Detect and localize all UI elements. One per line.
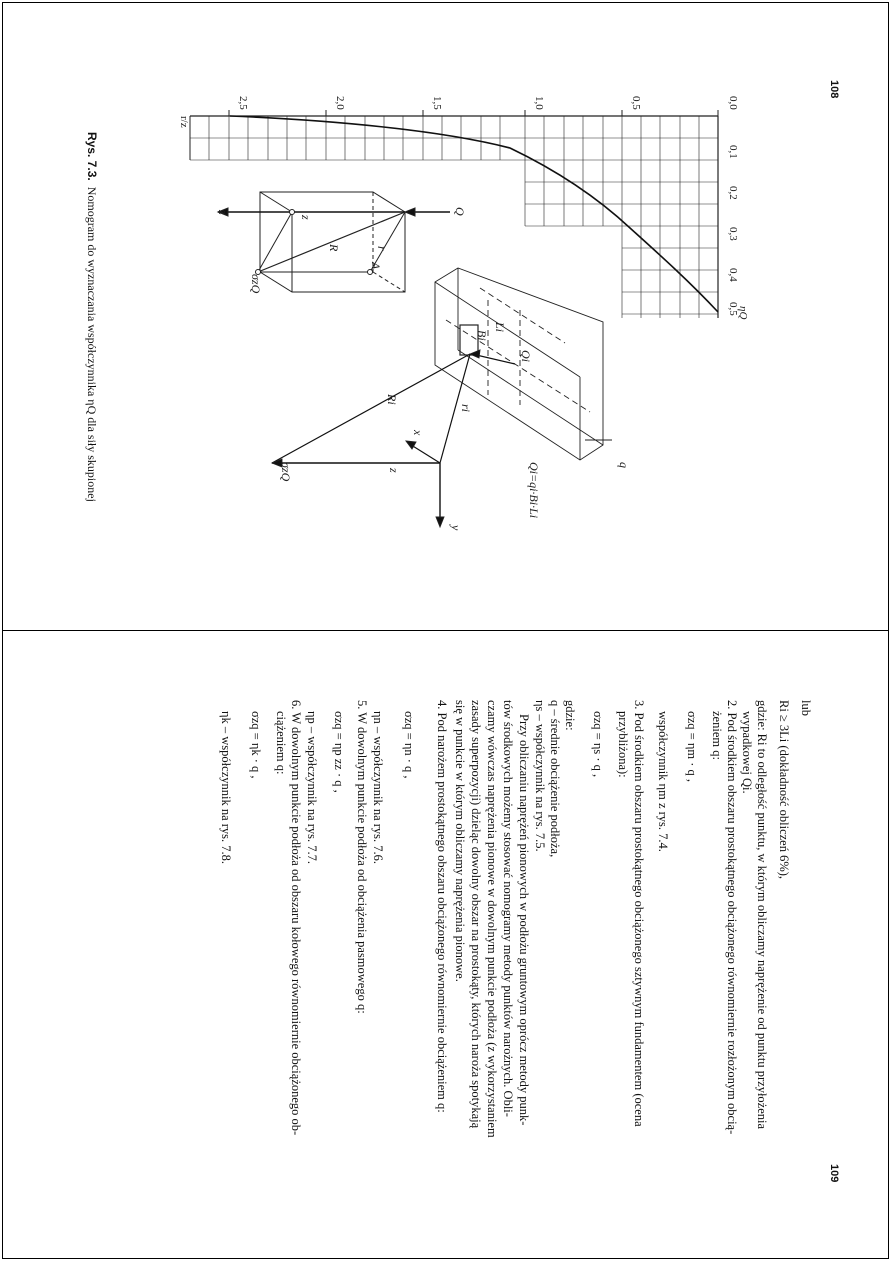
- text-line: ηs – współczynnik na rys. 7.5.: [533, 700, 547, 852]
- text-line: q – średnie obciążenie podłoża,: [548, 700, 562, 858]
- load-arrowhead: [405, 208, 415, 216]
- nomogram-grid: [190, 116, 718, 318]
- load-Qi-arrow: [470, 350, 480, 358]
- text-line: zasady superpozycji) dzieląc dowolny obszar na prostokąty, których naroża spotykają: [469, 700, 483, 1129]
- subdivision: [446, 320, 590, 412]
- page-number-left: 108: [828, 80, 840, 99]
- text-line: 2. Pod środkiem obszaru prostokątnego obciążonego równomiernie rozłożonym obcią-: [725, 700, 739, 1135]
- text-line: żeniem q:: [710, 711, 724, 760]
- label-Li: Li: [493, 322, 507, 333]
- text-line: 5. W dowolnym punkcie podłoża od obciążenia pasmowego q:: [355, 700, 369, 1014]
- label-Q: Q: [453, 207, 467, 216]
- label-z: z: [299, 215, 313, 220]
- text-line: tów środkowych możemy stosować nomogramy metody punktów narożnych. Obli-: [501, 700, 515, 1117]
- y-tick-label: 0,2: [727, 186, 739, 200]
- label-x: x: [411, 430, 425, 436]
- text-line: 3. Pod środkiem obszaru prostokątnego obciążonego sztywnym fundamentem (ocena: [632, 700, 646, 1127]
- text-line: ciążeniem q:: [274, 711, 288, 775]
- text-line: σzq = ηs · q ,: [591, 711, 605, 778]
- label-Qi: Qi: [519, 350, 533, 362]
- text-line: lub: [799, 700, 813, 716]
- loaded-area: [435, 268, 603, 460]
- nomogram-ticks: [229, 110, 718, 116]
- label-r: r: [375, 246, 389, 251]
- label-R: R: [327, 244, 341, 252]
- y-tick-label: 0,3: [727, 227, 739, 241]
- text-line: 4. Pod narożem prostokątnego obszaru obciążonego równomiernie obciążeniem q:: [435, 700, 449, 1113]
- figure-caption-text: Nomogram do wyznaczania współczynnika ηQ dla siły skupionej: [85, 186, 99, 502]
- text-line: 6. W dowolnym punkcie podłoża od obszaru kołowego równomiernie obciążonego ob-: [289, 700, 303, 1136]
- text-line: σzq = ηm · q ,: [685, 711, 699, 783]
- text-line: ηk – współczynnik na rys. 7.8.: [219, 711, 233, 865]
- x-tick-label: 0,0: [727, 96, 739, 110]
- scheme-distributed-load: [272, 268, 612, 527]
- text-line: Przy obliczaniu naprężeń pionowych w podłożu gruntowym oprócz metody punk-: [517, 714, 531, 1126]
- text-line: się w punkcie w którym obliczamy naprężenia pionowe.: [453, 700, 467, 982]
- text-line: gdzie:: [563, 700, 577, 731]
- label-q: q: [617, 462, 631, 468]
- nomogram-curve: [230, 116, 718, 312]
- x-axis-label: r/z: [178, 116, 190, 128]
- text-line: σzq = ηk · q ,: [249, 711, 263, 779]
- text-line: Ri ≥ 3Li (dokładność obliczeń 6%),: [777, 700, 791, 880]
- figure-7-3: [0, 0, 893, 630]
- label-ri: ri: [459, 404, 473, 413]
- text-line: ηp – współczynnik na rys. 7.7.: [305, 711, 319, 865]
- text-line: σzq = ηp zz · q ,: [332, 711, 346, 793]
- label-Bi: Bi: [475, 330, 489, 341]
- y-tick-label: 0,4: [727, 268, 739, 282]
- text-line: ηn – współczynnik na rys. 7.6.: [371, 711, 385, 865]
- label-z2: z: [387, 468, 401, 473]
- text-line: przybliżona):: [616, 711, 630, 778]
- box-edge: [260, 192, 292, 212]
- page-divider: [2, 630, 889, 631]
- x-tick-label: 1,5: [431, 96, 443, 110]
- axis-y-arrow: [436, 517, 444, 527]
- text-line: współczynnik ηm z rys. 7.4.: [656, 711, 670, 852]
- point-z: [290, 210, 295, 215]
- axis-x-arrow: [406, 441, 416, 449]
- scheme-point-load-labels: [216, 207, 467, 294]
- label-sigma: σzQ: [249, 274, 263, 294]
- x-tick-label: 2,0: [334, 96, 346, 110]
- label-Ri: Ri: [385, 394, 399, 405]
- text-line: wypadkowej Qi.: [740, 711, 754, 794]
- figure-caption-label: Rys. 7.3.: [85, 132, 99, 181]
- page-number-right: 109: [828, 1164, 840, 1183]
- text-line: σzq = ηn · q ,: [402, 711, 416, 779]
- x-tick-label: 2,5: [237, 96, 249, 110]
- scheme-distributed-load-labels: [279, 321, 631, 531]
- label-A: A: [369, 262, 383, 270]
- box-hidden-edge: [373, 272, 405, 292]
- x-tick-label: 0,5: [630, 96, 642, 110]
- y-tick-label: 0,1: [727, 145, 739, 159]
- label-sigma2: σzQ: [279, 462, 293, 482]
- text-line: czamy wówczas naprężenia pionowe w dowolnym punkcie podłoża (z wykorzystaniem: [485, 700, 499, 1138]
- y-axis-label: ηQ: [737, 306, 749, 320]
- label-z-axis: z: [216, 210, 230, 215]
- area-edge: [458, 350, 603, 445]
- text-line: gdzie: Ri to odległość punktu, w którym obliczamy naprężenie od punktu przyłożenia: [755, 700, 769, 1130]
- point-A: [368, 270, 373, 275]
- subdivision: [480, 288, 565, 343]
- y-tick-label: 0,5: [727, 302, 739, 316]
- x-tick-label: 1,0: [533, 96, 545, 110]
- vector-Ri: [272, 354, 470, 463]
- label-Qi-formula: Qi=qi·Bi·Li: [527, 462, 541, 519]
- label-y: y: [449, 525, 463, 531]
- projection-line: [258, 212, 292, 272]
